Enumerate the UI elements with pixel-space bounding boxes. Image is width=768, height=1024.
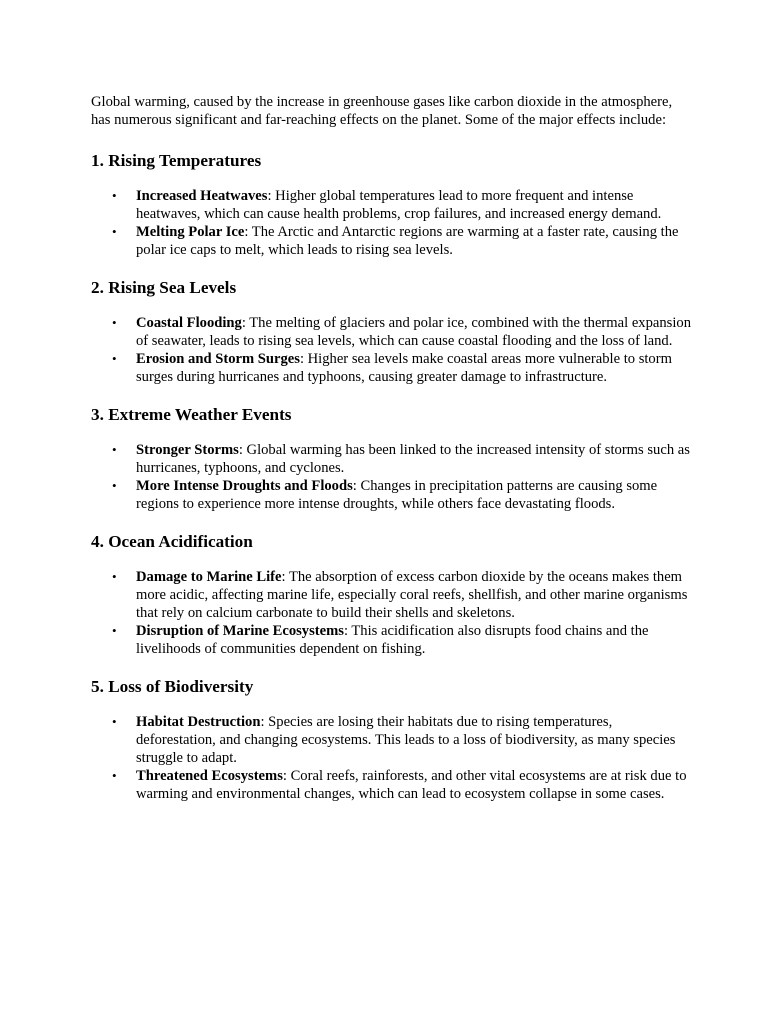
section-heading-loss-of-biodiversity: 5. Loss of Biodiversity xyxy=(91,677,254,696)
list-item xyxy=(91,350,691,386)
list-item xyxy=(91,713,691,767)
list-item xyxy=(91,622,691,658)
list-item-text: : Higher global temperatures lead to more frequent and intense heatwaves, which can cause health problems, crop failures, and increased energy demand. xyxy=(136,188,662,222)
bullet-list-loss-of-biodiversity xyxy=(91,713,691,803)
bullet-icon: • xyxy=(112,768,117,783)
bullet-icon: • xyxy=(112,442,117,457)
list-item xyxy=(91,767,691,803)
list-item-term: More Intense Droughts and Floods xyxy=(136,478,353,494)
list-item-text: : The Arctic and Antarctic regions are warming at a faster rate, causing the polar ice caps to melt, which leads to rising sea levels. xyxy=(136,224,679,258)
list-item-term: Coastal Flooding xyxy=(136,315,242,331)
section-heading-ocean-acidification: 4. Ocean Acidification xyxy=(91,532,253,551)
list-item-text: : This acidification also disrupts food chains and the livelihoods of communities dependent on fishing. xyxy=(136,623,649,657)
list-item-text: : The absorption of excess carbon dioxide by the oceans makes them more acidic, affecting marine life, especially coral reefs, shellfish, and other marine organisms that rely on calcium carbonate to build their shells and skeletons. xyxy=(136,569,688,621)
list-item-term: Erosion and Storm Surges xyxy=(136,351,300,367)
list-item xyxy=(91,223,691,259)
document-page xyxy=(91,93,691,803)
list-item-term: Melting Polar Ice xyxy=(136,224,245,240)
section-heading-rising-sea-levels: 2. Rising Sea Levels xyxy=(91,278,237,297)
bullet-icon: • xyxy=(112,315,117,330)
bullet-icon: • xyxy=(112,623,117,638)
list-item-text: : Changes in precipitation patterns are causing some regions to experience more intense droughts, while others face devastating floods. xyxy=(136,478,658,512)
bullet-icon: • xyxy=(112,478,117,493)
bullet-icon: • xyxy=(112,351,117,366)
list-item-term: Threatened Ecosystems xyxy=(136,768,283,784)
list-item xyxy=(91,441,691,477)
bullet-icon: • xyxy=(112,569,117,584)
list-item-text: : Species are losing their habitats due to rising temperatures, deforestation, and changing ecosystems. This leads to a loss of biodiversity, as many species struggle to adapt. xyxy=(136,714,676,766)
section-heading-extreme-weather-events: 3. Extreme Weather Events xyxy=(91,405,292,424)
list-item-text: : Higher sea levels make coastal areas more vulnerable to storm surges during hurricanes and typhoons, causing greater damage to infrastructure. xyxy=(136,351,672,385)
list-item xyxy=(91,477,691,513)
list-item xyxy=(91,187,691,223)
list-item-text: : Coral reefs, rainforests, and other vital ecosystems are at risk due to warming and environmental changes, which can lead to ecosystem collapse in some cases. xyxy=(136,768,687,802)
list-item-term: Stronger Storms xyxy=(136,442,239,458)
list-item-term: Damage to Marine Life xyxy=(136,569,282,585)
bullet-icon: • xyxy=(112,224,117,239)
bullet-icon: • xyxy=(112,714,117,729)
intro-paragraph: Global warming, caused by the increase in greenhouse gases like carbon dioxide in the atmosphere, has numerous significant and far-reaching effects on the planet. Some of the major effects include: xyxy=(91,94,673,128)
bullet-list-rising-temperatures xyxy=(91,187,691,259)
list-item-text: : Global warming has been linked to the increased intensity of storms such as hurricanes, typhoons, and cyclones. xyxy=(136,442,690,476)
list-item-text: : The melting of glaciers and polar ice, combined with the thermal expansion of seawater, leads to rising sea levels, which can cause coastal flooding and the loss of land. xyxy=(136,315,691,349)
list-item-term: Disruption of Marine Ecosystems xyxy=(136,623,344,639)
list-item xyxy=(91,314,691,350)
bullet-list-rising-sea-levels xyxy=(91,314,691,386)
list-item xyxy=(91,568,691,622)
bullet-list-ocean-acidification xyxy=(91,568,691,658)
list-item-term: Habitat Destruction xyxy=(136,714,261,730)
bullet-icon: • xyxy=(112,188,117,203)
list-item-term: Increased Heatwaves xyxy=(136,188,268,204)
section-heading-rising-temperatures: 1. Rising Temperatures xyxy=(91,151,262,170)
bullet-list-extreme-weather-events xyxy=(91,441,691,513)
